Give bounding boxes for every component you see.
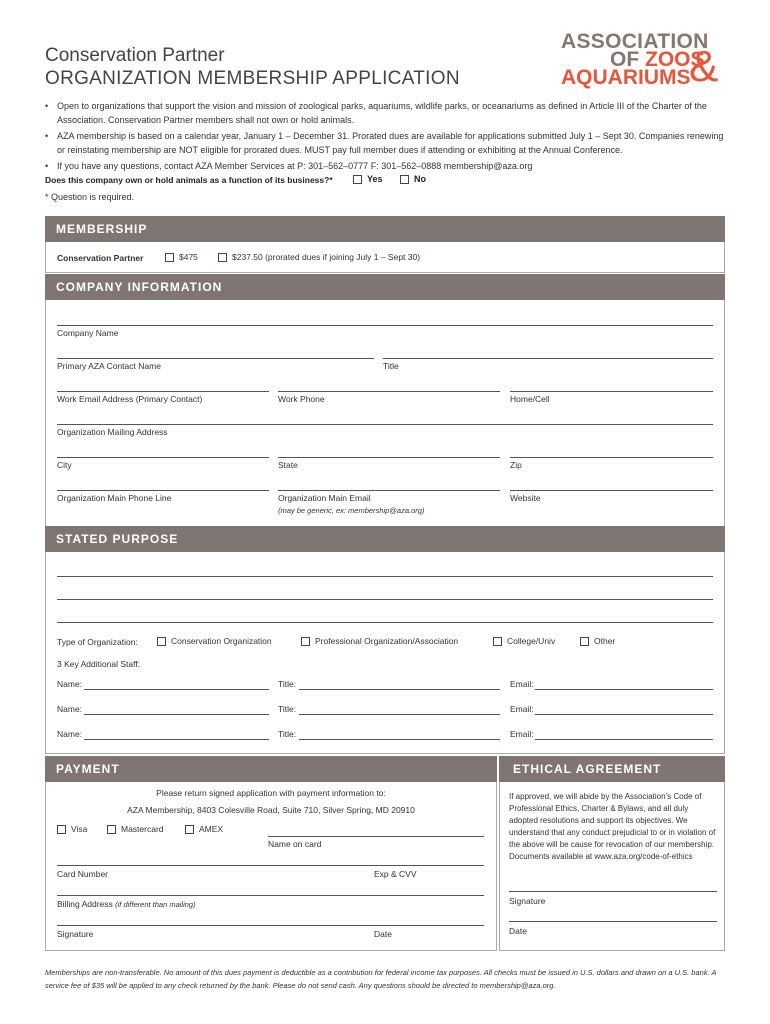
contact-name-label: Primary AZA Contact Name <box>57 361 161 371</box>
intro-bullet: • If you have any questions, contact AZA Member Services at P: 301–562–0777 F: 301–562–0888 membership@aza.org <box>45 160 725 174</box>
name-on-card-line[interactable] <box>268 836 484 837</box>
dues-full-label: $475 <box>179 252 198 262</box>
org-type-professional[interactable] <box>301 636 458 646</box>
no-label: No <box>414 174 426 184</box>
payment-signature-label: Signature <box>57 929 94 939</box>
no-checkbox[interactable] <box>400 175 409 184</box>
payment-instructions-1: Please return signed application with payment information to: <box>156 788 386 798</box>
company-name-label: Company Name <box>57 328 119 338</box>
staff1-name-label: Name: <box>57 679 83 689</box>
dues-prorated-checkbox[interactable] <box>218 253 227 262</box>
billing-address-line[interactable] <box>57 895 484 896</box>
state-label: State <box>278 460 298 470</box>
staff-label: 3 Key Additional Staff: <box>57 659 141 669</box>
org-type-other[interactable] <box>580 636 615 646</box>
form-title-line1: Conservation Partner <box>45 45 225 66</box>
animals-question: Does this company own or hold animals as a function of its business?* <box>45 175 333 185</box>
ethics-signature-line[interactable] <box>509 891 717 892</box>
company-heading: COMPANY INFORMATION <box>45 274 725 300</box>
card-mastercard-checkbox[interactable] <box>107 825 116 834</box>
work-phone-line[interactable] <box>278 391 500 392</box>
org-type-other-checkbox[interactable] <box>580 637 589 646</box>
payment-date-label: Date <box>374 929 392 939</box>
card-amex-option[interactable] <box>185 824 223 834</box>
yes-label: Yes <box>367 174 383 184</box>
membership-heading: MEMBERSHIP <box>45 216 725 242</box>
work-email-line[interactable] <box>57 391 269 392</box>
org-type-college[interactable] <box>493 636 555 646</box>
org-type-conservation[interactable] <box>157 636 272 646</box>
logo-line2a: OF <box>610 48 640 71</box>
staff3-name-line[interactable] <box>84 739 269 740</box>
card-number-line[interactable] <box>57 865 484 866</box>
work-email-label: Work Email Address (Primary Contact) <box>57 394 203 404</box>
staff2-name-line[interactable] <box>84 714 269 715</box>
staff1-title-label: Title: <box>278 679 297 689</box>
footer-note: Memberships are non-transferable. No amount of this dues payment is deductible as a contribution for federal income tax purposes. All checks must be issued in U.S. dollars and drawn on a U.S. bank. A service fee of $35 will be applied to any check returned by the bank. Please do not send cash. Any questions should be directed to membership@aza.org. <box>45 968 717 990</box>
zip-label: Zip <box>510 460 522 470</box>
home-cell-label: Home/Cell <box>510 394 550 404</box>
intro-bullets <box>45 100 725 177</box>
work-phone-label: Work Phone <box>278 394 325 404</box>
purpose-line-2[interactable] <box>57 599 713 600</box>
ethics-heading: ETHICAL AGREEMENT <box>499 756 725 782</box>
purpose-line-1[interactable] <box>57 576 713 577</box>
intro-bullet: • AZA membership is based on a calendar year, January 1 – December 31. Prorated dues are available for applications submitted July 1 – Sept 30. Companies renewing or reinstating membership are NOT eligible for prorated dues. MUST pay full member dues if attending or exhibiting at the Annual Conference. <box>45 130 725 157</box>
staff1-name-line[interactable] <box>84 689 269 690</box>
billing-address-label <box>57 899 196 909</box>
company-name-line[interactable] <box>57 325 713 326</box>
org-type-conservation-label: Conservation Organization <box>171 636 272 646</box>
staff2-name-label: Name: <box>57 704 83 714</box>
payment-instructions-2: AZA Membership, 8403 Colesville Road, Suite 710, Silver Spring, MD 20910 <box>127 805 415 815</box>
dues-prorated-option[interactable] <box>218 252 420 262</box>
org-type-college-checkbox[interactable] <box>493 637 502 646</box>
org-type-conservation-checkbox[interactable] <box>157 637 166 646</box>
intro-bullet: • Open to organizations that support the vision and mission of zoological parks, aquariums, wildlife parks, or oceanariums as defined in Article III of the Charter of the Association. Conservation Partner members shall not own or hold animals. <box>45 100 725 127</box>
card-visa-checkbox[interactable] <box>57 825 66 834</box>
city-label: City <box>57 460 72 470</box>
dues-full-option[interactable] <box>165 252 198 262</box>
ethics-text: If approved, we will abide by the Association’s Code of Professional Ethics, Charter & Bylaws, and all duly adopted resolutions and support its objectives. We understand that any conduct prejudicial to or in violation of the above will be cause for revocation of our membership. Documents available at www.aza.org/code-of-ethics <box>509 792 716 861</box>
billing-address-note: (if different than mailing) <box>115 900 196 909</box>
main-phone-line[interactable] <box>57 490 269 491</box>
staff2-title-line[interactable] <box>299 714 500 715</box>
logo-line3: AQUARIUMS <box>561 66 691 89</box>
card-amex-checkbox[interactable] <box>185 825 194 834</box>
contact-name-line[interactable] <box>57 358 374 359</box>
website-label: Website <box>510 493 541 503</box>
yes-checkbox[interactable] <box>353 175 362 184</box>
main-email-label: Organization Main Email <box>278 493 371 503</box>
main-phone-label: Organization Main Phone Line <box>57 493 172 503</box>
ethics-date-line[interactable] <box>509 921 717 922</box>
org-type-professional-checkbox[interactable] <box>301 637 310 646</box>
name-on-card-label: Name on card <box>268 839 322 849</box>
card-number-label: Card Number <box>57 869 109 879</box>
staff1-email-line[interactable] <box>535 689 713 690</box>
mailing-address-line[interactable] <box>57 424 713 425</box>
card-mastercard-option[interactable] <box>107 824 164 834</box>
membership-type-label: Conservation Partner <box>57 253 144 263</box>
staff3-title-line[interactable] <box>299 739 500 740</box>
staff2-email-label: Email: <box>510 704 534 714</box>
staff1-email-label: Email: <box>510 679 534 689</box>
animals-yes-option[interactable] <box>353 174 383 184</box>
aza-logo <box>556 31 728 91</box>
ethics-signature-label: Signature <box>509 896 546 906</box>
home-cell-line[interactable] <box>510 391 713 392</box>
logo-line1: ASSOCIATION <box>561 30 709 53</box>
staff2-email-line[interactable] <box>535 714 713 715</box>
staff3-email-line[interactable] <box>535 739 713 740</box>
payment-panel <box>45 756 497 951</box>
logo-line2b: ZOOS <box>645 48 705 71</box>
ethics-date-label: Date <box>509 926 527 936</box>
zip-line[interactable] <box>510 457 713 458</box>
purpose-line-3[interactable] <box>57 622 713 623</box>
purpose-heading: STATED PURPOSE <box>45 526 725 552</box>
org-type-other-label: Other <box>594 636 616 646</box>
dues-full-checkbox[interactable] <box>165 253 174 262</box>
org-type-professional-label: Professional Organization/Association <box>315 636 459 646</box>
card-mastercard-label: Mastercard <box>121 824 164 834</box>
payment-heading: PAYMENT <box>45 756 497 782</box>
contact-title-label: Title <box>383 361 399 371</box>
state-line[interactable] <box>278 457 500 458</box>
form-title-line2: ORGANIZATION MEMBERSHIP APPLICATION <box>45 68 460 89</box>
main-email-note: (may be generic, ex: membership@aza.org) <box>278 506 425 515</box>
card-visa-label: Visa <box>71 824 88 834</box>
main-email-line[interactable] <box>278 490 500 491</box>
city-line[interactable] <box>57 457 269 458</box>
exp-cvv-label: Exp & CVV <box>374 869 417 879</box>
staff1-title-line[interactable] <box>299 689 500 690</box>
card-amex-label: AMEX <box>199 824 224 834</box>
contact-title-line[interactable] <box>383 358 713 359</box>
staff3-name-label: Name: <box>57 729 83 739</box>
staff2-title-label: Title: <box>278 704 297 714</box>
card-visa-option[interactable] <box>57 824 87 834</box>
payment-signature-line[interactable] <box>57 925 484 926</box>
mailing-address-label: Organization Mailing Address <box>57 427 168 437</box>
website-line[interactable] <box>510 490 713 491</box>
staff3-email-label: Email: <box>510 729 534 739</box>
org-type-college-label: College/Univ <box>507 636 556 646</box>
staff3-title-label: Title: <box>278 729 297 739</box>
billing-address-text: Billing Address <box>57 899 113 909</box>
logo-ampersand: & <box>689 42 719 91</box>
dues-prorated-label: $237.50 (prorated dues if joining July 1 – Sept 30) <box>232 252 421 262</box>
animals-no-option[interactable] <box>400 174 426 184</box>
required-note: * Question is required. <box>45 192 135 202</box>
org-type-label: Type of Organization: <box>57 637 138 647</box>
